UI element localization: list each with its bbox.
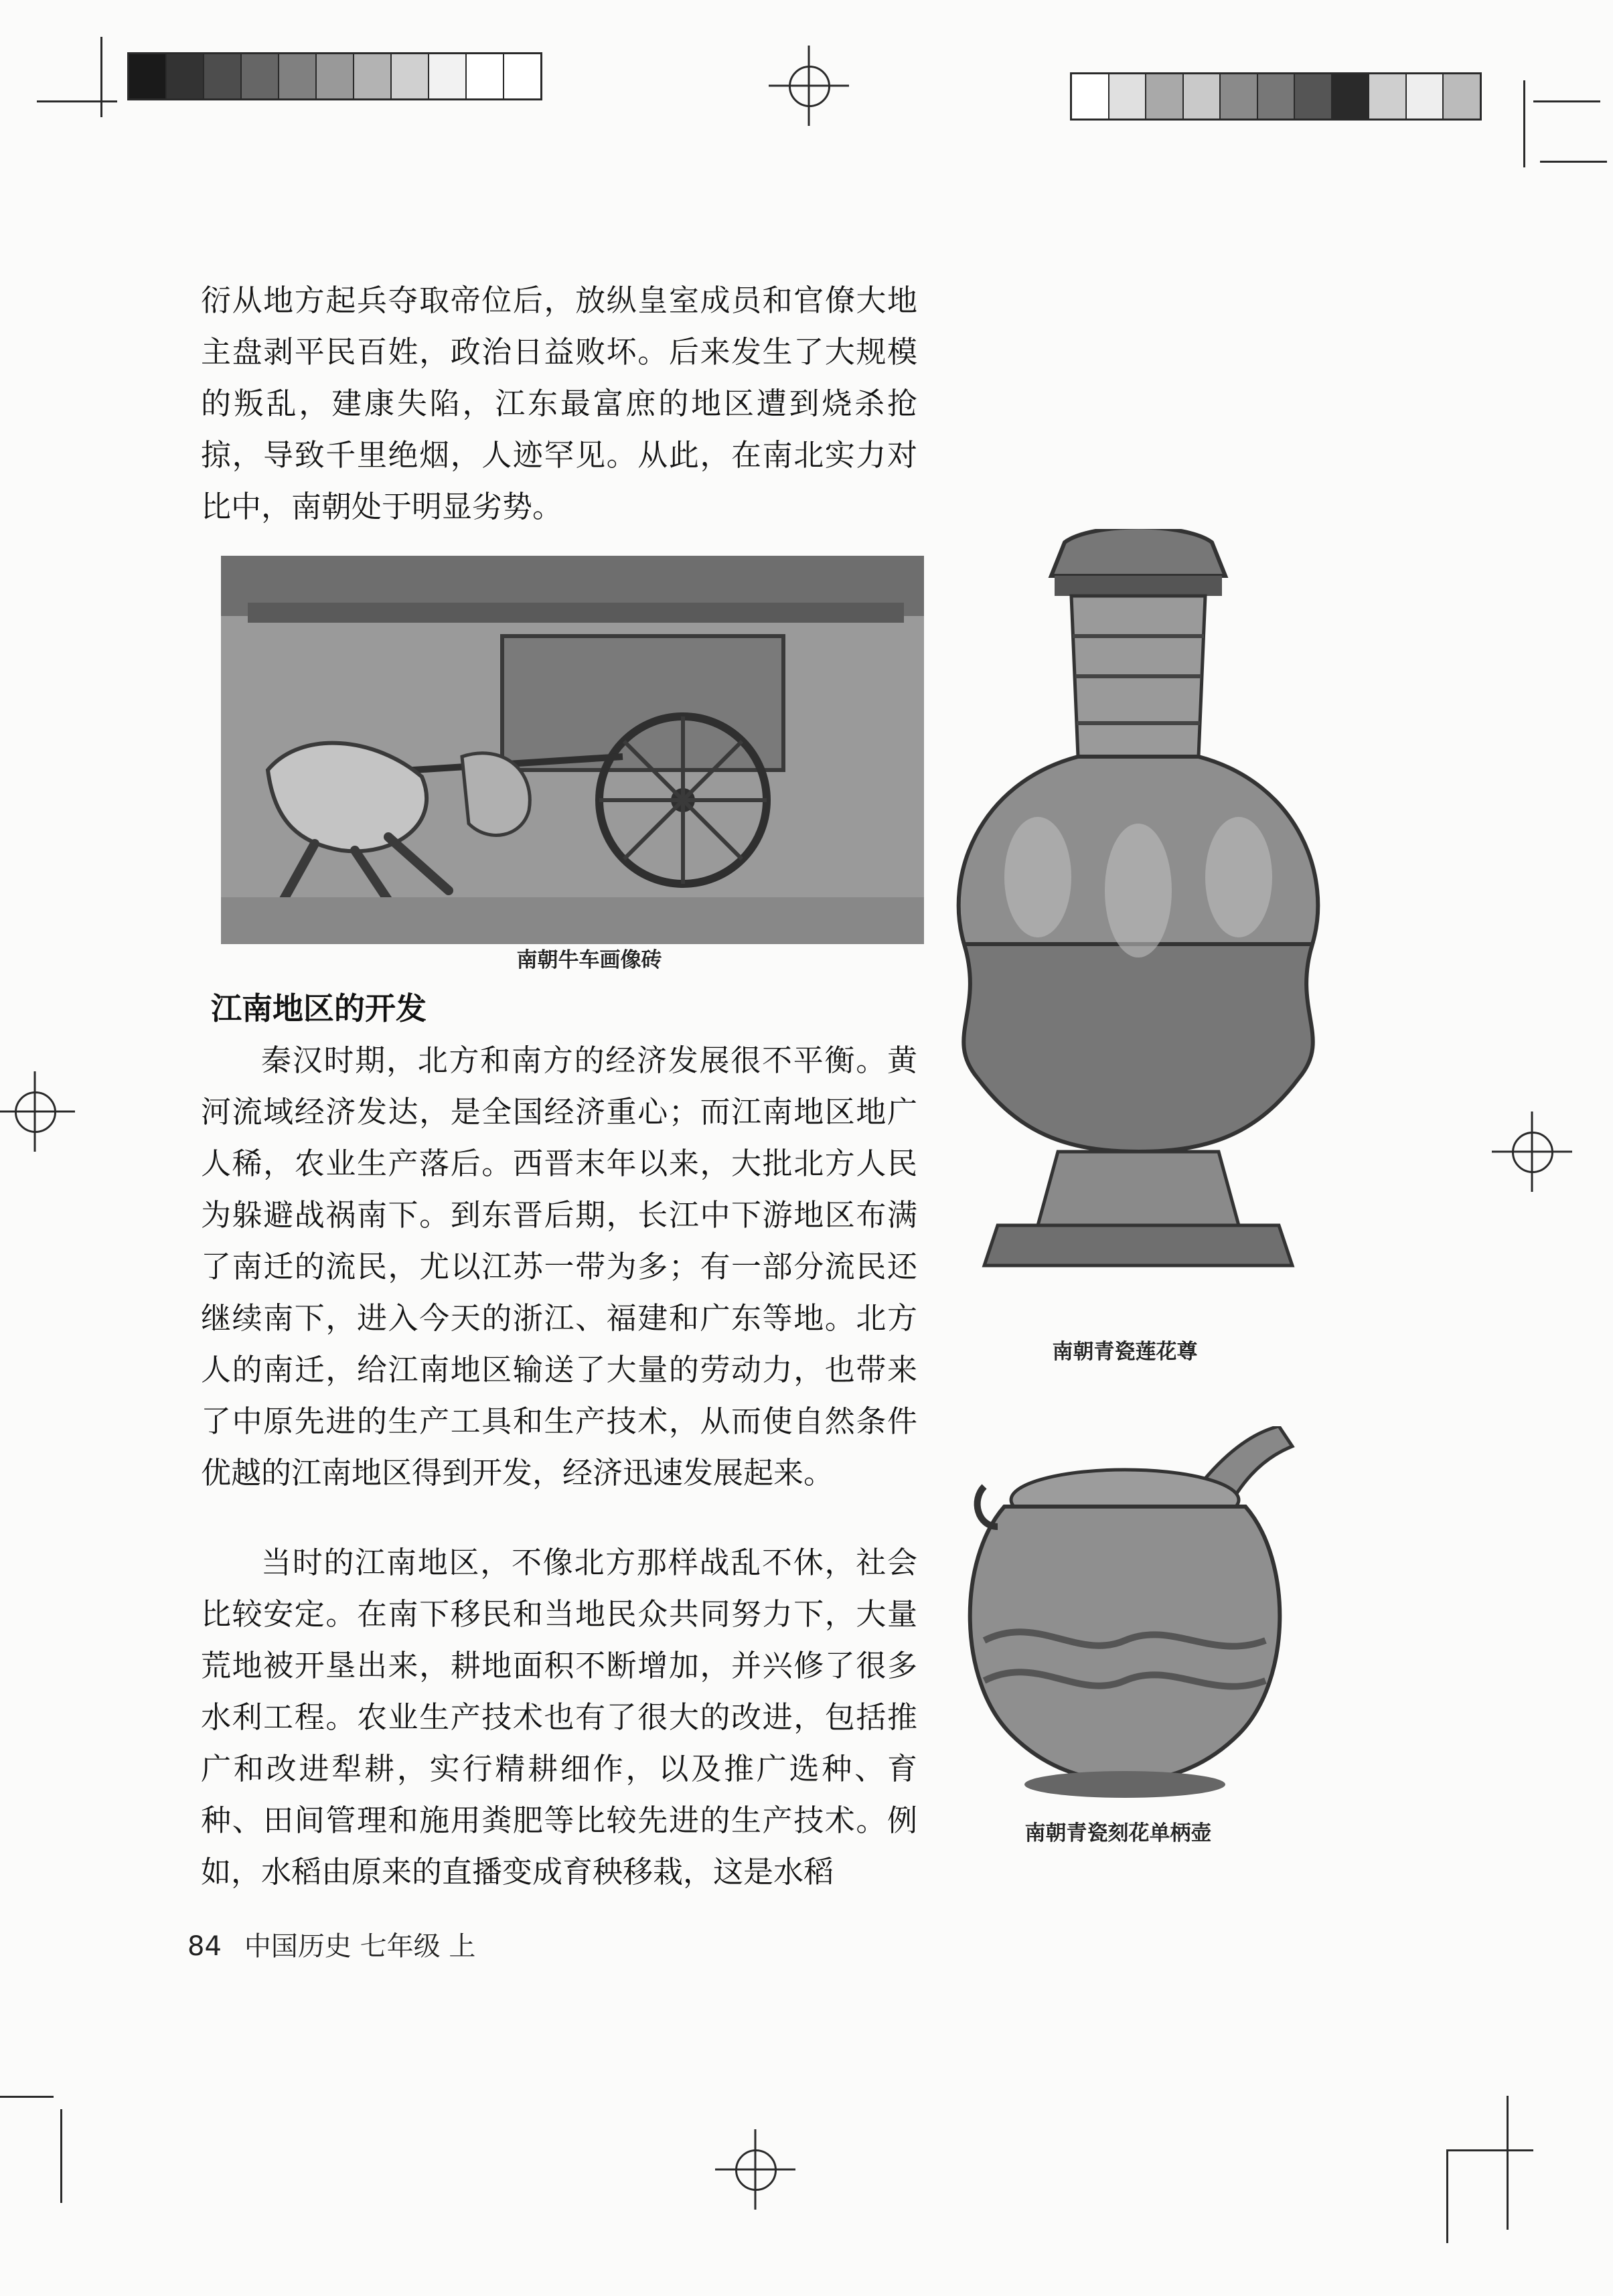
color-bar-right (1070, 72, 1482, 121)
lotus-vessel-image (917, 529, 1346, 1312)
registration-mark-top (769, 46, 849, 126)
ewer-image (944, 1426, 1306, 1801)
color-bar-left (127, 52, 542, 100)
registration-mark-right (1492, 1112, 1572, 1192)
page-number: 84 (187, 1931, 222, 1962)
paragraph-development: 秦汉时期，北方和南方的经济发展很不平衡。黄河流域经济发达，是全国经济重心；而江南地区地广人稀，农业生产落后。西晋末年以来，大批北方人民为躲避战祸南下。到东晋后期，长江中下游地区布满了南迁的流民，尤以江苏一带为多；有一部分流民还继续南下，进入今天的浙江、福建和广东等地。北方人的南迁，给江南地区输送了大量的劳动力，也带来了中原先进的生产工具和生产技术，从而使自然条件优越的江南地区得到开发，经济迅速发展起来。 (201, 1043, 917, 1490)
caption-ewer: 南朝青瓷刻花单柄壶 (1024, 1821, 1212, 1845)
registration-mark-left (0, 1071, 75, 1152)
paragraph-intro: 衍从地方起兵夺取帝位后，放纵皇室成员和官僚大地主盘剥平民百姓，政治日益败坏。后来发生了大规模的叛乱，建康失陷，江东最富庶的地区遭到烧杀抢掠，导致千里绝烟，人迹罕见。从此，在南北实力对比中，南朝处于明显劣势。 (201, 283, 917, 524)
registration-mark-bottom (715, 2129, 795, 2210)
ox-cart-brick-image (221, 556, 924, 944)
paragraph-agriculture: 当时的江南地区，不像北方那样战乱不休，社会比较安定。在南下移民和当地民众共同努力下，大量荒地被开垦出来，耕地面积不断增加，并兴修了很多水利工程。农业生产技术也有了很大的改进，包括推广和改进犁耕，实行精耕细作，以及推广选种、育种、田间管理和施用粪肥等比较先进的生产技术。例如，水稻由原来的直播变成育秧移栽，这是水稻 (201, 1545, 917, 1890)
book-title: 中国历史 七年级 上 (244, 1931, 476, 1962)
caption-lotus-vessel: 南朝青瓷莲花尊 (1052, 1340, 1198, 1364)
caption-ox-cart: 南朝牛车画像砖 (516, 948, 662, 972)
page-footer (187, 1925, 475, 1963)
section-heading: 江南地区的开发 (211, 990, 427, 1026)
